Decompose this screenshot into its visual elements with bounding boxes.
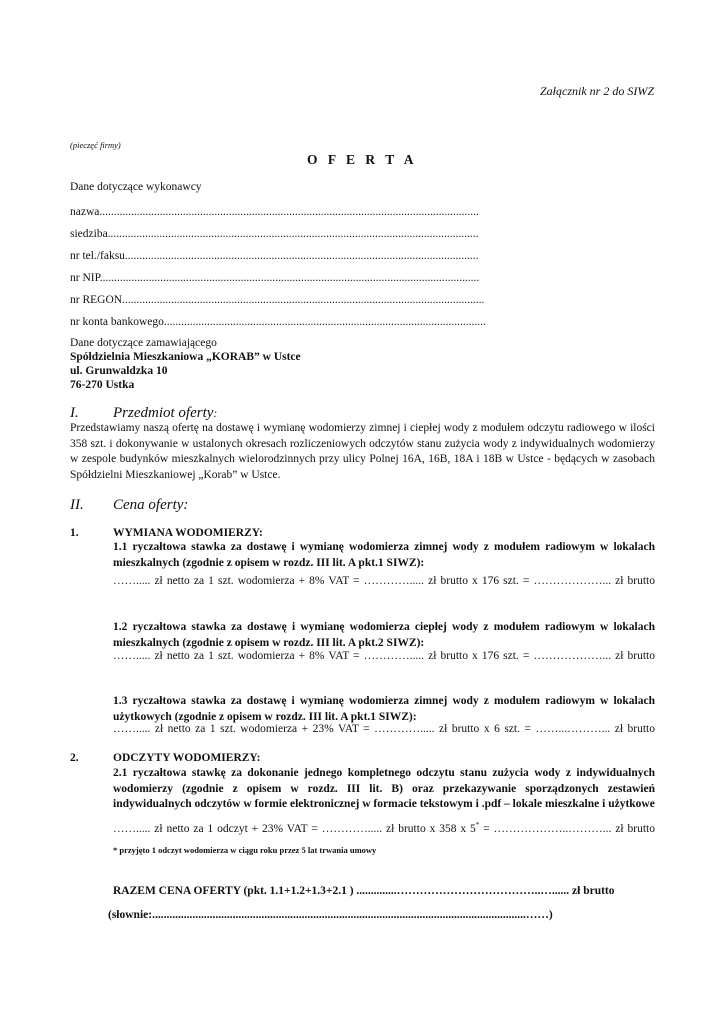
item-1-3-calculation: ……..... zł netto za 1 szt. wodomierza + 23% VAT = …………..... zł brutto x 6 szt. = ……...………... zł brutto — [113, 723, 655, 735]
item-1-3-description: 1.3 ryczałtowa stawka za dostawę i wymianę wodomierza zimnej wody z modułem radiowym w lokalach użytkowych (zgodnie z opisem w rozdz. III lit. A pkt.1 SIWZ): — [113, 695, 655, 723]
item-1-number: 1. — [70, 527, 79, 539]
total-in-words-line: (słownie:..................................................................................................................................……) — [108, 909, 553, 921]
item-2-heading: ODCZYTY WODOMIERZY: — [113, 752, 261, 764]
section-1-colon: : — [213, 406, 218, 420]
item-1-1-description: 1.1 ryczałtowa stawka za dostawę i wymianę wodomierza zimnej wody z modułem radiowym w lokalach mieszkalnych (zgodnie z opisem w rozdz. III lit. A pkt.1 SIWZ): — [113, 541, 655, 569]
ordering-heading: Dane dotyczące zamawiającego — [70, 337, 217, 349]
item-1-2-description: 1.2 ryczałtowa stawka za dostawę i wymianę wodomierza ciepłej wody z modułem radiowym w lokalach mieszkalnych (zgodnie z opisem w rozdz. III lit. A pkt.2 SIWZ): — [113, 621, 655, 649]
item-1-1-calculation: ……..... zł netto za 1 szt. wodomierza + 8% VAT = …………..... zł brutto x 176 szt. = ………………... zł brutto — [113, 575, 655, 587]
section-1-title — [113, 405, 217, 422]
footnote-marker: * — [475, 821, 480, 829]
contractor-regon-field: nr REGON.............................................................................................................................. — [70, 294, 485, 306]
section-1-paragraph: Przedstawiamy naszą ofertę na dostawę i wymianę wodomierzy zimnej i ciepłej wody z modułem odczytu radiowego w ilości 358 szt. i dokonywanie w ustalonych okresach rozliczeniowych odczytów stanu zużycia wody z indywidualnych wodomierzy w zespole budynków mieszkalnych wielorodzinnych przy ulicy Polnej 16A, 16B, 18A i 18B w Ustce - będących w zasobach Spółdzielni Mieszkaniowej „Korab” w Ustce. — [70, 422, 655, 481]
ordering-name: Spółdzielnia Mieszkaniowa „KORAB” w Ustce — [70, 351, 301, 363]
document-title: O F E R T A — [307, 152, 417, 167]
section-2-title: Cena oferty: — [113, 497, 189, 513]
ordering-street: ul. Grunwaldzka 10 — [70, 365, 168, 377]
item-2-1-description: 2.1 ryczałtowa stawkę za dokonanie jednego kompletnego odczytu stanu zużycia wody z indywidualnych wodomierzy (zgodnie z opisem w rozdz. III lit. B) oraz przekazywanie sporządzonych zestawień indywidualnych odczytów w formie elektronicznej w formacie tekstowym i .pdf – lokale mieszkalne i użytkowe — [113, 767, 655, 810]
contractor-heading: Dane dotyczące wykonawcy — [70, 181, 202, 193]
footnote-note: * przyjęto 1 odczyt wodomierza w ciągu roku przez 5 lat trwania umowy — [113, 845, 377, 855]
contractor-nip-field: nr NIP.................................................................................................................................... — [70, 272, 480, 284]
item-2-number: 2. — [70, 752, 79, 764]
section-1-title-text: Przedmiot oferty — [113, 405, 214, 421]
contractor-phone-field: nr tel./faksu........................................................................................................................... — [70, 250, 479, 262]
item-1-2-calculation: ……..... zł netto za 1 szt. wodomierza + 8% VAT = …………..... zł brutto x 176 szt. = ………………... zł brutto — [113, 650, 655, 662]
ordering-city: 76-270 Ustka — [70, 379, 135, 391]
contractor-address-field: siedziba................................................................................................................................. — [70, 228, 479, 240]
annex-label: Załącznik nr 2 do SIWZ — [540, 84, 654, 98]
company-stamp-label: (pieczęć firmy) — [70, 140, 121, 150]
item-2-1-calc-part-b: = ………………..………... zł brutto — [479, 822, 655, 835]
item-1-heading: WYMIANA WODOMIERZY: — [113, 527, 263, 539]
section-1-number: I. — [70, 405, 79, 421]
contractor-name-field: nazwa.................................................................................................................................... — [70, 206, 479, 218]
section-2-number: II. — [70, 497, 84, 513]
item-2-1-calc-part-a: ……..... zł netto za 1 odczyt + 23% VAT = …………..... zł brutto x 358 x 5 — [113, 822, 476, 835]
item-2-1-calculation — [113, 821, 655, 835]
contractor-bank-field: nr konta bankowego................................................................................................................ — [70, 316, 486, 328]
total-price-line: RAZEM CENA OFERTY (pkt. 1.1+1.2+1.3+2.1 ) ..............………………………………..…...... zł brutto — [113, 885, 615, 897]
